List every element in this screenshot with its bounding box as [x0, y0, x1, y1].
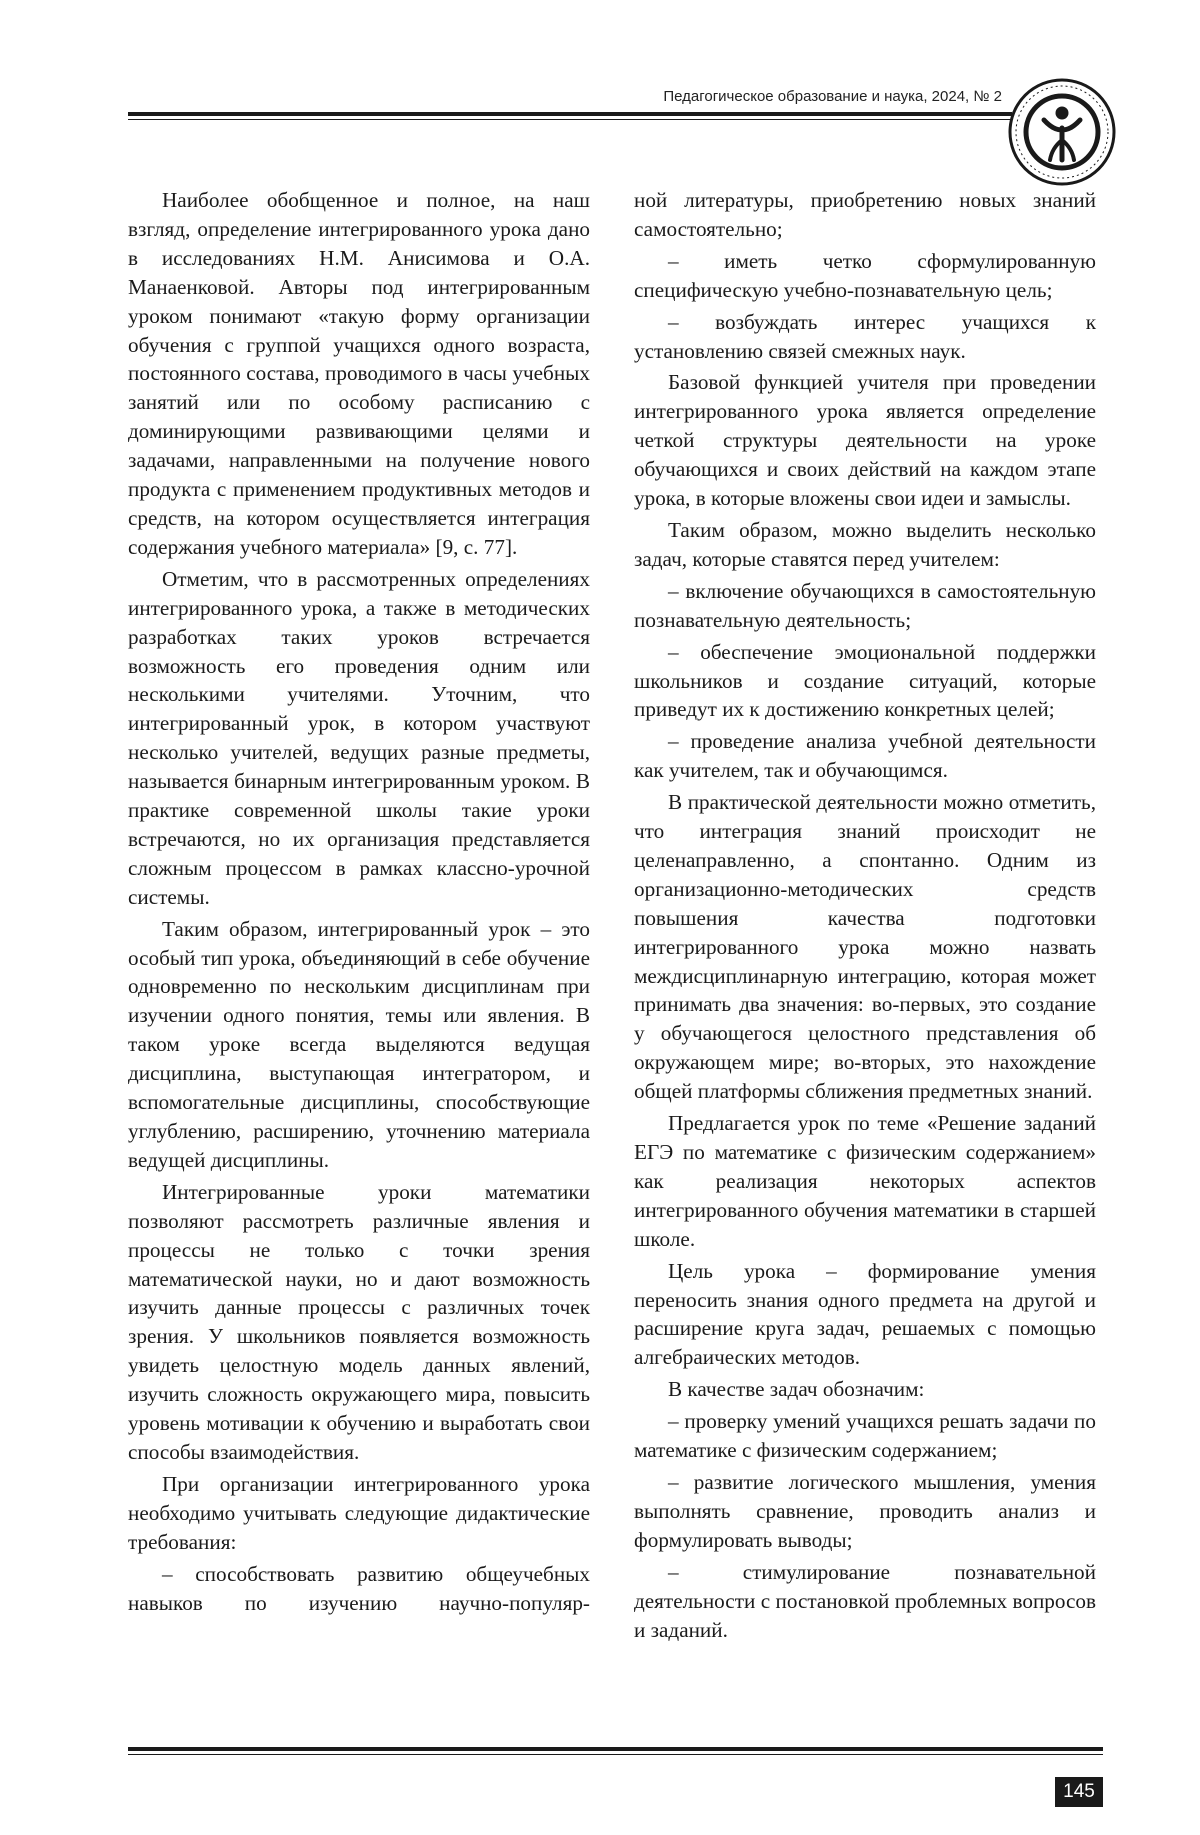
list-item: – проведение анализа учебной деятельности как учителем, так и обучающимся. [634, 729, 1096, 783]
header-rule [128, 112, 1012, 116]
footer-rule [128, 1747, 1103, 1751]
left-column [128, 186, 590, 1620]
list-item: – стимулирование познавательной деятельности с постановкой проблемных вопросов и заданий. [634, 1559, 1096, 1642]
journal-logo [1006, 76, 1118, 188]
paragraph: Интегрированные уроки математики позволяют рассмотреть различные явления и процессы не только с точки зрения математической науки, но и дают возможность изучить данные процессы с различных точек зрения. У школьников появляется возможность увидеть целостную модель данных явлений, изучить сложность окружающего мира, повысить уровень мотивации к обучению и выработать свои способы взаимодействия. [128, 1179, 590, 1464]
paragraph: В качестве задач обозначим: [668, 1377, 925, 1402]
page-header [0, 0, 1200, 160]
right-column [634, 186, 1096, 1647]
paragraph: При организации интегрированного урока необходимо учитывать следующие дидактические требования: [128, 1471, 590, 1554]
paragraph: Предлагается урок по теме «Решение заданий ЕГЭ по математике с физическим содержанием» как реализация некоторых аспектов интегрированного обучения математики в старшей школе. [634, 1111, 1096, 1251]
paragraph: Базовой функцией учителя при проведении интегрированного урока является определение четкой структуры деятельности на уроке обучающихся и своих действий на каждом этапе урока, в которые вложены свои идеи и замыслы. [634, 370, 1096, 511]
paragraph: В практической деятельности можно отметить, что интеграция знаний происходит не целенаправленно, а спонтанно. Одним из организационно-методических средств повышения качества подготовки интегрированного урока можно назвать междисциплинарную интеграцию, которая может принимать два значения: во-первых, это создание у обучающегося целостного представления об окружающем мире; во-вторых, это нахождение общей платформы сближения предметных знаний. [634, 790, 1096, 1104]
list-item: – включение обучающихся в самостоятельную познавательную деятельность; [634, 578, 1096, 632]
paragraph: Наиболее обобщенное и полное, на наш взгляд, определение интегрированного урока дано в исследованиях Н.М. Анисимова и О.А. Манаенковой. Авторы под интегрированным уроком понимают «такую форму организации обучения с группой учащихся одного возраста, постоянного состава, проводимого в часы учебных занятий или по особому расписанию с доминирующими развивающими целями и задачами, направленными на получение нового продукта с применением продуктивных методов и средств, на котором осуществляется интеграция содержания учебного материала» [9, с. 77]. [128, 188, 590, 559]
list-item: – иметь четко сформулированную специфическую учебно-познавательную цель; [634, 248, 1096, 302]
paragraph: Таким образом, можно выделить несколько задач, которые ставятся перед учителем: [634, 517, 1096, 571]
list-item: – обеспечение эмоциональной поддержки школьников и создание ситуаций, которые приведут их к достижению конкретных целей; [634, 639, 1096, 722]
page-number: 145 [1055, 1777, 1103, 1807]
list-item: – способствовать развитию общеучебных навыков по изучению научно-популяр- [128, 1561, 590, 1615]
list-item: – проверку умений учащихся решать задачи по математике с физическим содержанием; [634, 1409, 1096, 1463]
paragraph: Цель урока – формирование умения переносить знания одного предмета на другой и расширение круга задач, решаемых с помощью алгебраических методов. [634, 1258, 1096, 1370]
list-item: – возбуждать интерес учащихся к установлению связей смежных наук. [634, 309, 1096, 363]
paragraph: Таким образом, интегрированный урок – это особый тип урока, объединяющий в себе обучение одновременно по нескольким дисциплинам при изучении одного понятия, темы или явления. В таком уроке всегда выделяются ведущая дисциплина, выступающая интегратором, и вспомогательные дисциплины, способствующие углублению, расширению, уточнению материала ведущей дисциплины. [128, 916, 590, 1172]
journal-logo-icon [1006, 76, 1118, 188]
journal-title: Педагогическое образование и наука, 2024, № 2 [663, 88, 1002, 105]
paragraph-continuation: ной литературы, приобретению новых знаний самостоятельно; [634, 188, 1096, 241]
header-rule-thin [128, 119, 1012, 120]
list-item: – развитие логического мышления, умения выполнять сравнение, проводить анализ и формулировать выводы; [634, 1469, 1096, 1552]
footer-rule-thin [128, 1754, 1103, 1755]
paragraph: Отметим, что в рассмотренных определениях интегрированного урока, а также в методических разработках таких уроков встречается возможность его проведения одним или несколькими учителями. Уточним, что интегрированный урок, в котором участвуют несколько учителей, ведущих разные предметы, называется бинарным интегрированным уроком. В практике современной школы такие уроки встречаются, но их организация представляется сложным процессом в рамках классно-урочной системы. [128, 566, 590, 909]
